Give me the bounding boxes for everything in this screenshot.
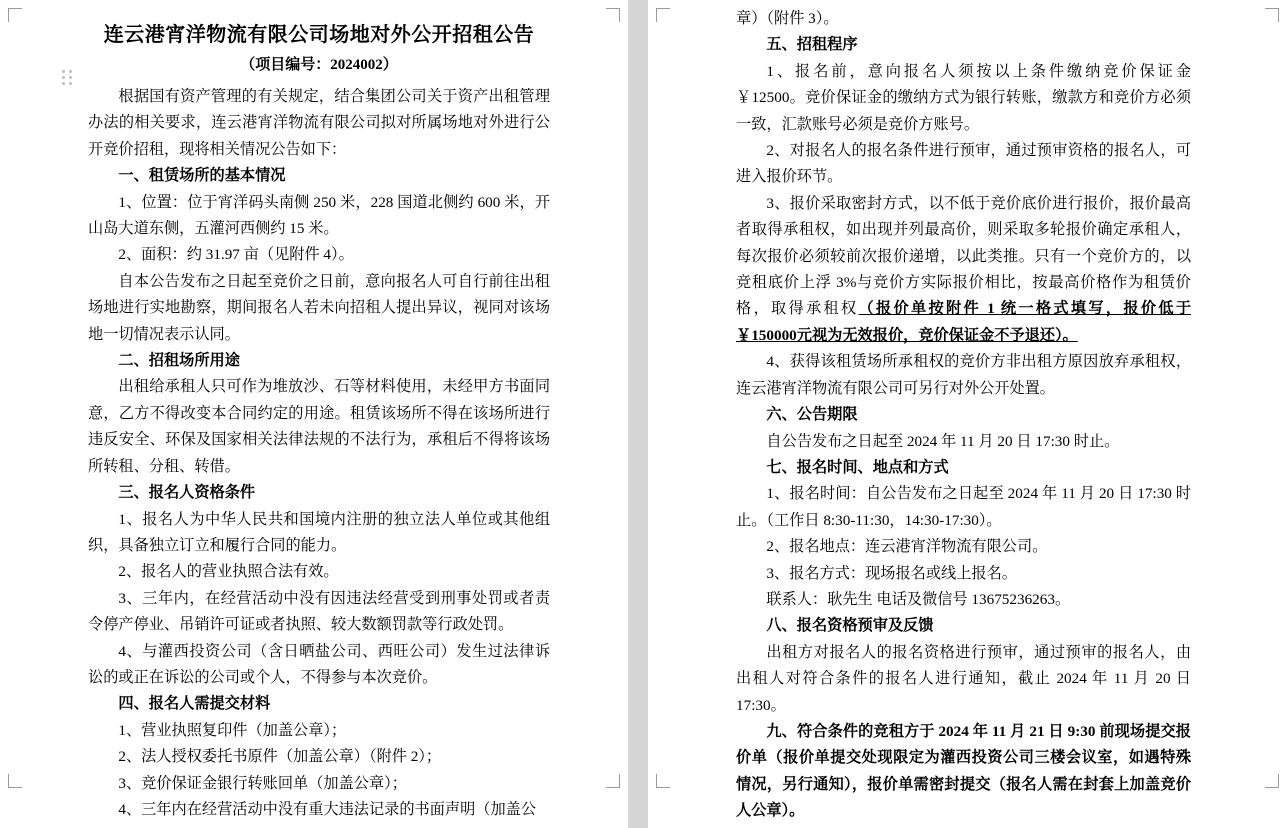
drag-handle[interactable] bbox=[62, 70, 74, 86]
crop-mark-top-left bbox=[8, 8, 22, 22]
emphasis-note: （报价单按附件 1 统一格式填写，报价低于￥150000元视为无效报价，竞价保证金不予退还）。 bbox=[736, 300, 1191, 344]
crop-mark-top-right bbox=[1265, 8, 1279, 22]
paragraph: 出租给承租人只可作为堆放沙、石等材料使用，未经甲方书面同意，乙方不得改变本合同约定的用途。租赁该场所不得在该场所进行违反安全、环保及国家相关法律法规的不法行为，承租后不得将该场所转租、分租、转借。 bbox=[88, 378, 550, 475]
crop-mark-bottom-right bbox=[606, 774, 620, 788]
crop-mark-top-left bbox=[656, 8, 670, 22]
paragraph: 2、报名地点：连云港宵洋物流有限公司。 bbox=[766, 538, 1048, 556]
paragraph: 自本公告发布之日起至竞价之日前，意向报名人可自行前往出租场地进行实地勘察，期间报名人若未向招租人提出异议，视同对该场地一切情况表示认同。 bbox=[88, 272, 550, 343]
paragraph: 4、三年内在经营活动中没有重大违法记录的书面声明（加盖公 bbox=[118, 800, 537, 818]
section-heading: 二、招租场所用途 bbox=[118, 352, 240, 370]
document-page-left bbox=[0, 0, 628, 828]
paragraph: 1、报名时间：自公告发布之日起至 2024 年 11 月 20 日 17:30 时止。（工作日 8:30-11:30，14:30-17:30）。 bbox=[736, 485, 1191, 529]
paragraph: 4、获得该租赁场所承租权的竞价方非出租方原因放弃承租权，连云港宵洋物流有限公司可另行对外公开处置。 bbox=[736, 353, 1191, 397]
page-title: 连云港宵洋物流有限公司场地对外公开招租公告 bbox=[103, 24, 535, 46]
section-heading: 五、招租程序 bbox=[766, 36, 858, 54]
paragraph: 1、报名前，意向报名人须按以上条件缴纳竞价保证金￥12500。竞价保证金的缴纳方式为银行转账，缴款方和竞价方必须一致，汇款账号必须是竞价方账号。 bbox=[736, 62, 1191, 133]
document-page-right bbox=[648, 0, 1287, 828]
paragraph: 出租方对报名人的报名资格进行预审，通过预审的报名人，由出租人对符合条件的报名人进行通知，截止 2024 年 11 月 20 日 17:30。 bbox=[736, 643, 1191, 714]
paragraph: 3、三年内，在经营活动中没有因违法经营受到刑事处罚或者责令停产停业、吊销许可证或者执照、较大数额罚款等行政处罚。 bbox=[88, 589, 550, 634]
paragraph: 3、报名方式：现场报名或线上报名。 bbox=[766, 564, 1017, 582]
paragraph: 3、竞价保证金银行转账回单（加盖公章）； bbox=[118, 774, 407, 792]
paragraph: 章）（附件 3）。 bbox=[736, 10, 839, 27]
section-heading: 三、报名人资格条件 bbox=[118, 484, 256, 502]
paragraph: 4、与灌西投资公司（含日晒盐公司、西旺公司）发生过法律诉讼的或正在诉讼的公司或个人，不得参与本次竞价。 bbox=[88, 642, 550, 686]
crop-mark-bottom-right bbox=[1265, 774, 1279, 788]
crop-mark-top-right bbox=[606, 8, 620, 22]
contact-info: 联系人：耿先生 电话及微信号 13675236263。 bbox=[766, 590, 1071, 608]
paragraph: 2、面积：约 31.97 亩（见附件 4）。 bbox=[118, 246, 354, 264]
paragraph: 2、对报名人的报名条件进行预审，通过预审资格的报名人，可进入报价环节。 bbox=[736, 142, 1191, 186]
paragraph: 2、报名人的营业执照合法有效。 bbox=[118, 563, 339, 581]
section-heading: 一、租赁场所的基本情况 bbox=[118, 167, 286, 185]
section-heading: 九、符合条件的竞租方于 2024 年 11 月 21 日 9:30 前现场提交报价单（报价单提交处现限定为灌西投资公司三楼会议室，如遇特殊情况，另行通知），报价单需密封提交（报名人需在封套上加盖竞价人公章）。 bbox=[736, 722, 1191, 820]
paragraph: 1、营业执照复印件（加盖公章）； bbox=[118, 721, 347, 739]
paragraph: 根据国有资产管理的有关规定，结合集团公司关于资产出租管理办法的相关要求，连云港宵洋物流有限公司拟对所属场地对外进行公开竞价招租，现将相关情况公告如下： bbox=[88, 88, 550, 158]
paragraph: 1、位置：位于宵洋码头南侧 250 米，228 国道北侧约 600 米，开山岛大道东侧，五灌河西侧约 15 米。 bbox=[88, 193, 550, 238]
paragraph: 自公告发布之日起至 2024 年 11 月 20 日 17:30 时止。 bbox=[766, 432, 1120, 450]
section-heading: 八、报名资格预审及反馈 bbox=[766, 617, 934, 635]
crop-mark-bottom-left bbox=[656, 774, 670, 788]
section-heading: 四、报名人需提交材料 bbox=[118, 695, 271, 713]
section-heading: 六、公告期限 bbox=[766, 406, 858, 424]
paragraph: 1、报名人为中华人民共和国境内注册的独立法人单位或其他组织，具备独立订立和履行合同的能力。 bbox=[88, 510, 550, 554]
paragraph-with-emphasis bbox=[736, 191, 1191, 349]
crop-mark-bottom-left bbox=[8, 774, 22, 788]
paragraph-text: 3、报价采取密封方式，以不低于竞价底价进行报价，报价最高者取得承租权，如出现并列最高价，则采取多轮报价确定承租人，每次报价必须较前次报价递增，以此类推。只有一个竞价方的，以竞租底价上浮 3%与竞价方实际报价相比，按最高价格作为租赁价格，取得承租权 bbox=[736, 194, 1191, 318]
page-gutter bbox=[628, 0, 648, 828]
section-heading: 七、报名时间、地点和方式 bbox=[766, 458, 949, 476]
paragraph: 2、法人授权委托书原件（加盖公章）（附件 2）； bbox=[118, 748, 442, 766]
project-number: （项目编号：2024002） bbox=[240, 57, 398, 73]
